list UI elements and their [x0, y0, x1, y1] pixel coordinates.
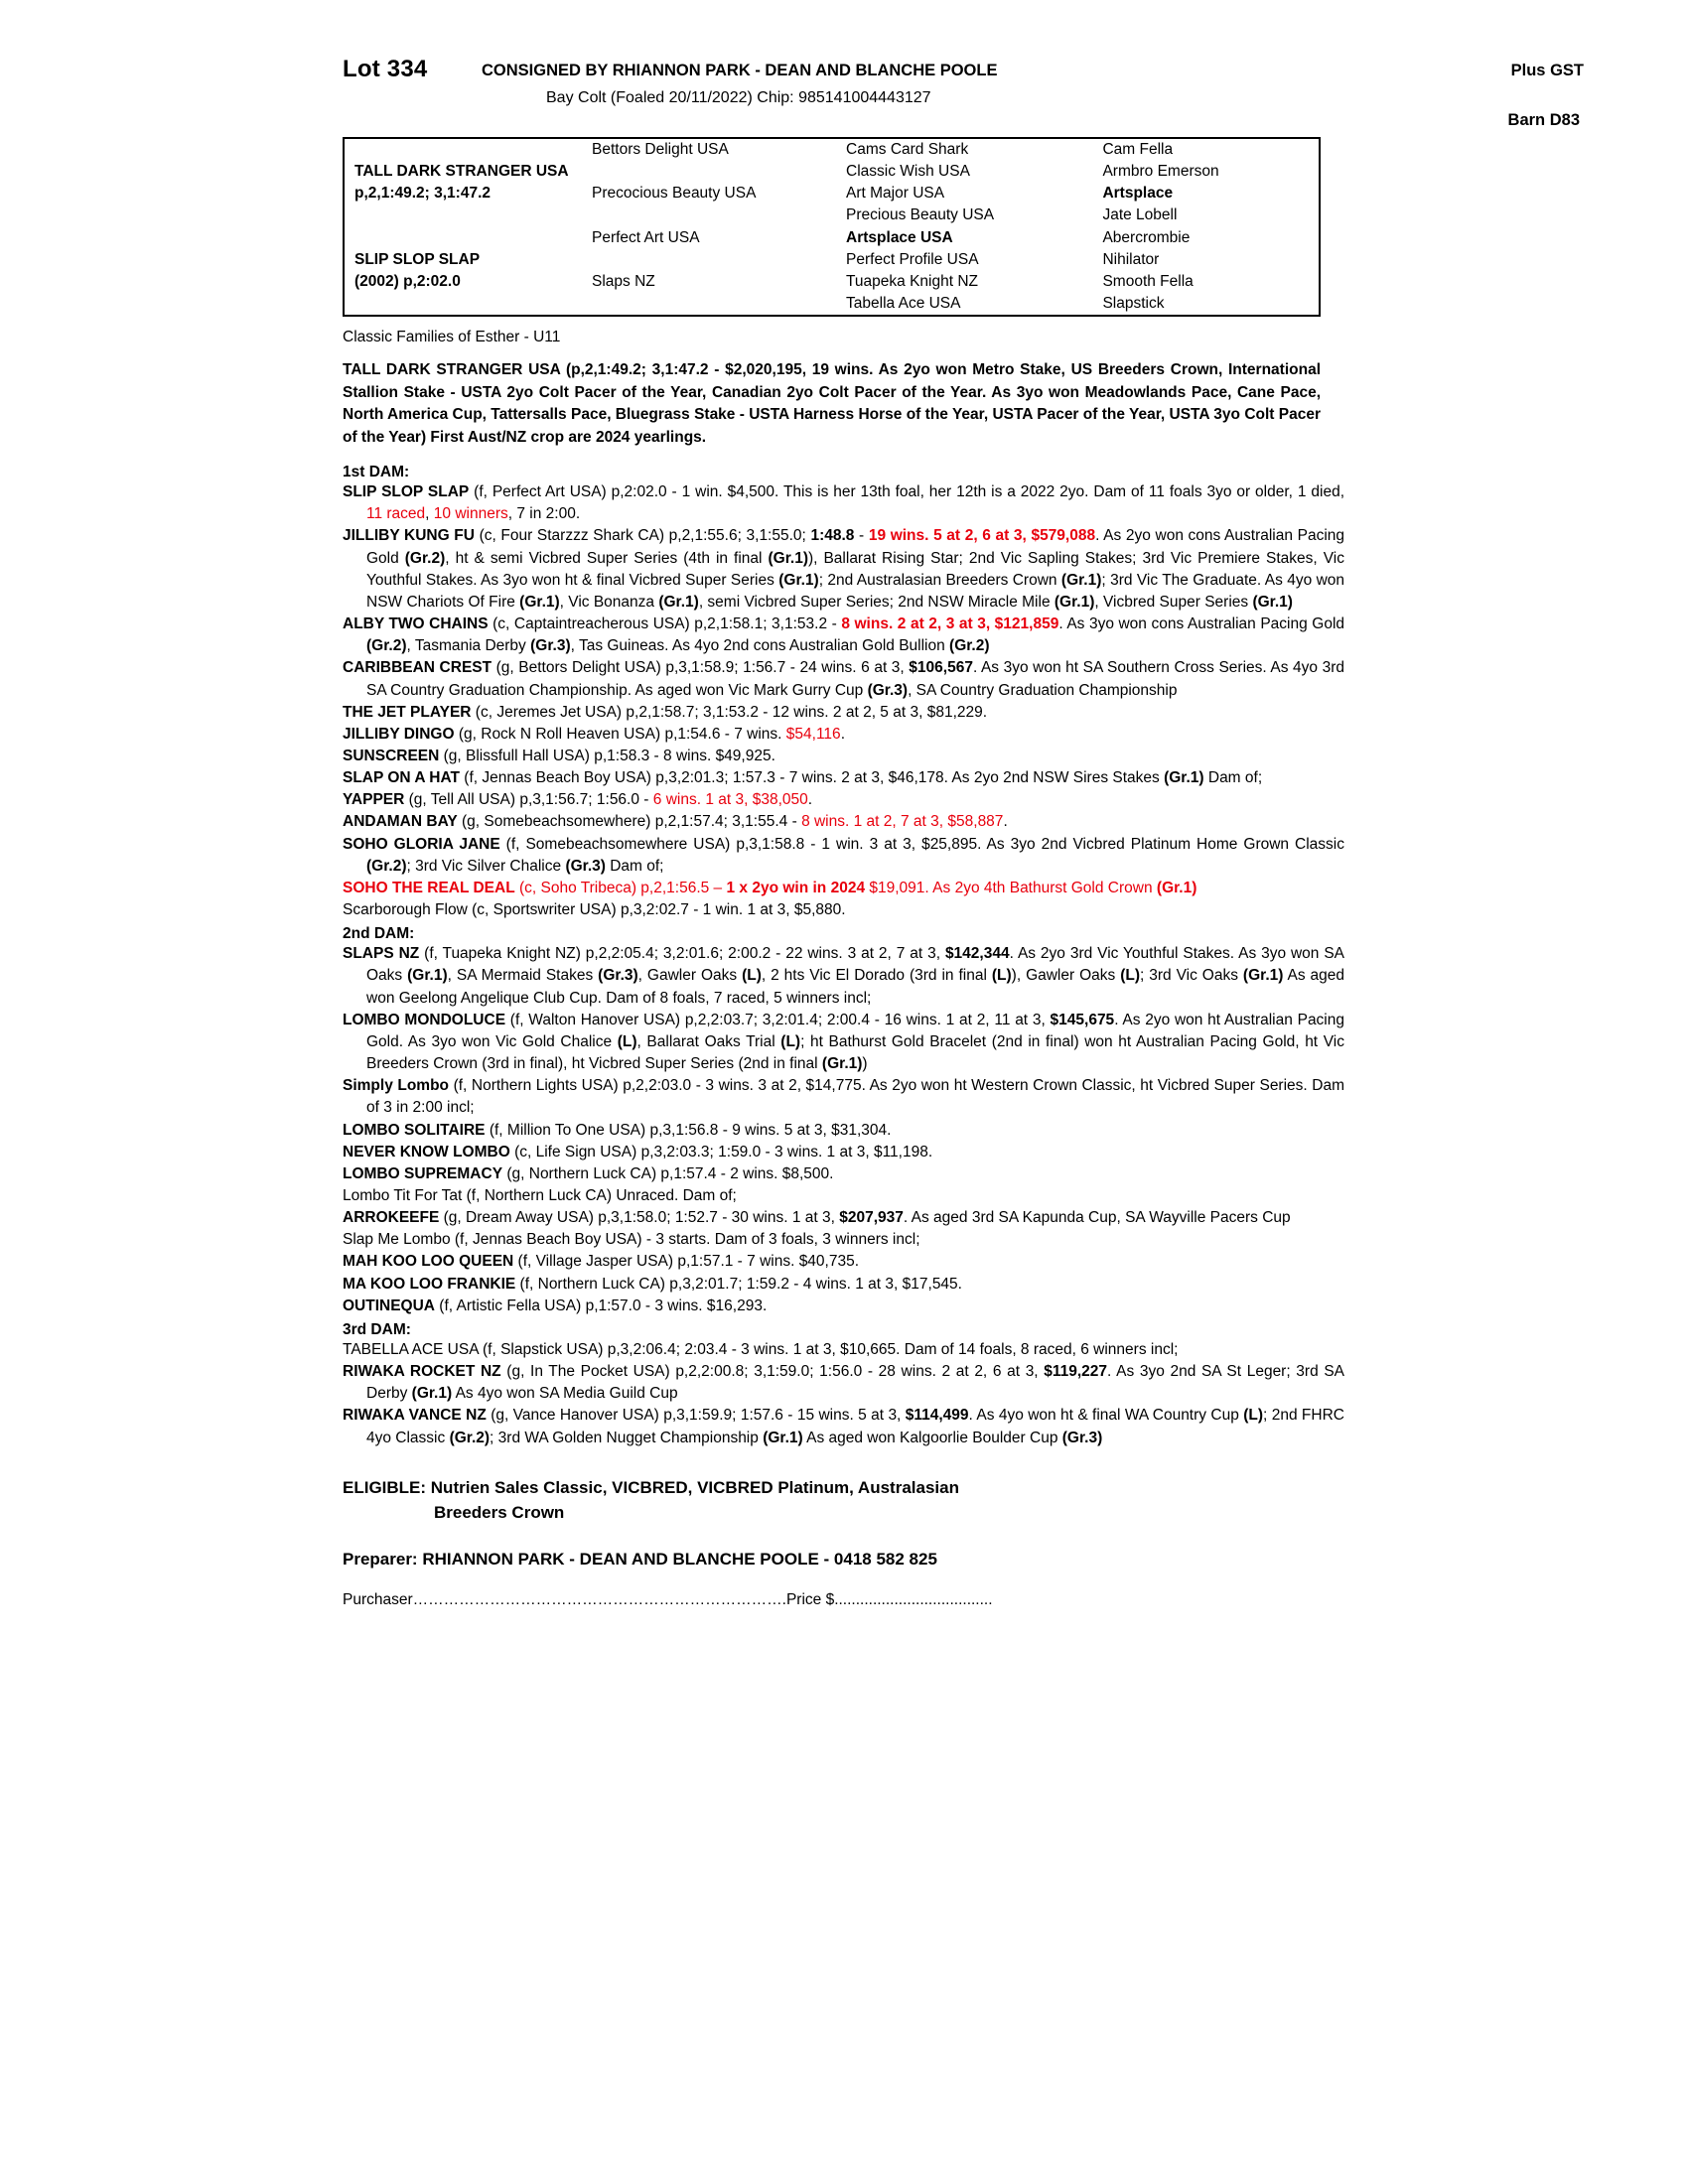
third-dam-entry: TABELLA ACE USA (f, Slapstick USA) p,3,2:06.4; 2:03.4 - 3 wins. 1 at 3, $10,665. Dam of 14 foals, 8 raced, 6 winners incl;	[343, 1340, 1179, 1358]
barn-label: Barn D83	[1507, 111, 1580, 129]
first-dam-entry: SLIP SLOP SLAP (f, Perfect Art USA) p,2:02.0 - 1 win. $4,500. This is her 13th foal, her 12th is a 2022 2yo. Dam of 11 foals 3yo or older, 1 died, 11 raced, 10 winners, 7 in 2:00.	[343, 483, 1344, 523]
sire-blurb: TALL DARK STRANGER USA (p,2,1:49.2; 3,1:47.2 - $2,020,195, 19 wins. As 2yo won Metro Stake, US Breeders Crown, International Stallion Stake - USTA 2yo Colt Pacer of the Year, Canadian 2yo Colt Pacer of the Year. As 3yo won Meadowlands Pace, Cane Pace, North America Cup, Tattersalls Pace, Bluegrass Stake - USTA Harness Horse of the Year, USTA Pacer of the Year, USTA 3yo Colt Pacer of the Year) First Aust/NZ crop are 2024 yearlings.	[343, 361, 1321, 446]
pedigree-spacer	[345, 205, 582, 226]
eligible-continuation: Breeders Crown	[434, 1503, 565, 1523]
pedigree-row	[345, 205, 1319, 226]
pedigree-spacer	[345, 293, 582, 315]
horse-description: Bay Colt (Foaled 20/11/2022) Chip: 985141004443127	[546, 89, 931, 106]
pedigree-gen4: Artsplace	[1102, 185, 1174, 203]
pedigree-table	[343, 137, 1321, 317]
first-dam-heading: 1st DAM:	[343, 464, 410, 481]
pedigree-gen2	[582, 161, 836, 183]
second-dam-entry: NEVER KNOW LOMBO (c, Life Sign USA) p,3,2:03.3; 1:59.0 - 3 wins. 1 at 3, $11,198.	[343, 1143, 933, 1160]
first-dam-entry: ANDAMAN BAY (g, Somebeachsomewhere) p,2,1:57.4; 3,1:55.4 - 8 wins. 1 at 2, 7 at 3, $58,887.	[343, 813, 1008, 831]
second-dam-entry: Lombo Tit For Tat (f, Northern Luck CA) Unraced. Dam of;	[343, 1186, 737, 1204]
dam-name: SLIP SLOP SLAP	[354, 250, 481, 268]
eligible-text: ELIGIBLE: Nutrien Sales Classic, VICBRED, VICBRED Platinum, Australasian	[343, 1477, 959, 1497]
pedigree-gen4: Cam Fella	[1102, 141, 1174, 158]
second-dam-entry: Slap Me Lombo (f, Jennas Beach Boy USA) - 3 starts. Dam of 3 foals, 3 winners incl;	[343, 1231, 920, 1249]
first-dam-entry: Scarborough Flow (c, Sportswriter USA) p,3,2:02.7 - 1 win. 1 at 3, $5,880.	[343, 901, 846, 919]
pedigree-row	[345, 249, 1319, 271]
pedigree-row	[345, 183, 1319, 205]
pedigree-row	[345, 227, 1319, 249]
pedigree-gen3: Classic Wish USA	[846, 163, 970, 181]
second-dam-entry: Simply Lombo (f, Northern Lights USA) p,2,2:03.0 - 3 wins. 3 at 2, $14,775. As 2yo won ht Western Crown Classic, ht Vicbred Super Series. Dam of 3 in 2:00 incl;	[343, 1077, 1344, 1117]
second-dam-block	[343, 943, 1584, 1317]
pedigree-gen4: Smooth Fella	[1102, 272, 1194, 290]
pedigree-spacer	[345, 139, 582, 161]
first-dam-entry: SLAP ON A HAT (f, Jennas Beach Boy USA) p,3,2:01.3; 1:57.3 - 7 wins. 2 at 3, $46,178. As 2yo 2nd NSW Sires Stakes (Gr.1) Dam of;	[343, 769, 1263, 787]
second-dam-entry: SLAPS NZ (f, Tuapeka Knight NZ) p,2,2:05.4; 3,2:01.6; 2:00.2 - 22 wins. 3 at 2, 7 at 3, $142,344. As 2yo 3rd Vic Youthful Stakes. As 3yo won SA Oaks (Gr.1), SA Mermaid Stakes (Gr.3), Gawler Oaks (L), 2 hts Vic El Dorado (3rd in final (L)), Gawler Oaks (L); 3rd Vic Oaks (Gr.1) As aged won Geelong Angelique Club Cup. Dam of 8 foals, 7 raced, 5 winners incl;	[343, 945, 1345, 1007]
purchaser-line: Purchaser……………………………………………………………….Price $.....................................	[343, 1590, 993, 1608]
pedigree-row	[345, 139, 1319, 161]
first-dam-entry: THE JET PLAYER (c, Jeremes Jet USA) p,2,1:58.7; 3,1:53.2 - 12 wins. 2 at 2, 5 at 3, $81,229.	[343, 703, 988, 721]
third-dam-entry: RIWAKA VANCE NZ (g, Vance Hanover USA) p,3,1:59.9; 1:57.6 - 15 wins. 5 at 3, $114,499. As 4yo won ht & final WA Country Cup (L); 2nd FHRC 4yo Classic (Gr.2); 3rd WA Golden Nugget Championship (Gr.1) As aged won Kalgoorlie Boulder Cup (Gr.3)	[343, 1407, 1344, 1446]
second-dam-entry: LOMBO MONDOLUCE (f, Walton Hanover USA) p,2,2:03.7; 3,2:01.4; 2:00.4 - 16 wins. 1 at 2, 11 at 3, $145,675. As 2yo won ht Australian Pacing Gold. As 3yo won Vic Gold Chalice (L), Ballarat Oaks Trial (L); ht Bathurst Gold Bracelet (2nd in final) won ht Australian Pacing Gold, ht Vic Breeders Crown (3rd in final), ht Vicbred Super Series (2nd in final (Gr.1))	[343, 1011, 1344, 1073]
first-dam-entry: SOHO THE REAL DEAL (c, Soho Tribeca) p,2,1:56.5 – 1 x 2yo win in 2024 $19,091. As 2yo 4th Bathurst Gold Crown (Gr.1)	[343, 879, 1197, 896]
pedigree-row	[345, 293, 1319, 315]
first-dam-block	[343, 481, 1584, 921]
second-dam-entry: ARROKEEFE (g, Dream Away USA) p,3,1:58.0; 1:52.7 - 30 wins. 1 at 3, $207,937. As aged 3rd SA Kapunda Cup, SA Wayville Pacers Cup	[343, 1209, 1291, 1227]
pedigree-gen4: Nihilator	[1102, 250, 1160, 268]
pedigree-gen2: Bettors Delight USA	[592, 141, 729, 158]
pedigree-gen4: Abercrombie	[1102, 228, 1191, 246]
first-dam-entry: ALBY TWO CHAINS (c, Captaintreacherous USA) p,2,1:58.1; 3,1:53.2 - 8 wins. 2 at 2, 3 at 3, $121,859. As 3yo won cons Australian Pacing Gold (Gr.2), Tasmania Derby (Gr.3), Tas Guineas. As 4yo 2nd cons Australian Gold Bullion (Gr.2)	[343, 615, 1345, 655]
eligible-line	[343, 1475, 1157, 1526]
pedigree-gen2: Slaps NZ	[592, 272, 655, 290]
second-dam-entry: MAH KOO LOO QUEEN (f, Village Jasper USA) p,1:57.1 - 7 wins. $40,735.	[343, 1253, 860, 1271]
second-dam-entry: MA KOO LOO FRANKIE (f, Northern Luck CA) p,3,2:01.7; 1:59.2 - 4 wins. 1 at 3, $17,545.	[343, 1275, 962, 1293]
first-dam-entry: JILLIBY DINGO (g, Rock N Roll Heaven USA) p,1:54.6 - 7 wins. $54,116.	[343, 725, 845, 743]
first-dam-entry: YAPPER (g, Tell All USA) p,3,1:56.7; 1:56.0 - 6 wins. 1 at 3, $38,050.	[343, 791, 813, 809]
first-dam-entry: JILLIBY KUNG FU (c, Four Starzzz Shark CA) p,2,1:55.6; 3,1:55.0; 1:48.8 - 19 wins. 5 at 2, 6 at 3, $579,088. As 2yo won cons Australian Pacing Gold (Gr.2), ht & semi Vicbred Super Series (4th in final (Gr.1)), Ballarat Rising Star; 2nd Vic Sapling Stakes; 3rd Vic Premiere Stakes, Vic Youthful Stakes. As 3yo won ht & final Vicbred Super Series (Gr.1); 2nd Australasian Breeders Crown (Gr.1); 3rd Vic The Graduate. As 4yo won NSW Chariots Of Fire (Gr.1), Vic Bonanza (Gr.1), semi Vicbred Super Series; 2nd NSW Miracle Mile (Gr.1), Vicbred Super Series (Gr.1)	[343, 527, 1345, 611]
pedigree-gen4: Jate Lobell	[1102, 206, 1178, 224]
third-dam-entry: RIWAKA ROCKET NZ (g, In The Pocket USA) p,2,2:00.8; 3,1:59.0; 1:56.0 - 28 wins. 2 at 2, 6 at 3, $119,227. As 3yo 2nd SA St Leger; 3rd SA Derby (Gr.1) As 4yo won SA Media Guild Cup	[343, 1363, 1344, 1403]
lot-number: Lot 334	[343, 56, 428, 82]
first-dam-entry: CARIBBEAN CREST (g, Bettors Delight USA) p,3,1:58.9; 1:56.7 - 24 wins. 6 at 3, $106,567. As 3yo won ht SA Southern Cross Series. As 4yo 3rd SA Country Graduation Championship. As aged won Vic Mark Gurry Cup (Gr.3), SA Country Graduation Championship	[343, 659, 1344, 699]
pedigree-gen3: Artsplace USA	[846, 228, 953, 246]
pedigree-gen2: Perfect Art USA	[592, 228, 700, 246]
pedigree-gen2	[582, 205, 836, 226]
pedigree-gen2	[582, 249, 836, 271]
classic-families: Classic Families of Esther - U11	[343, 329, 561, 346]
pedigree-gen3: Precious Beauty USA	[846, 206, 995, 224]
third-dam-block	[343, 1339, 1584, 1449]
sire-name: TALL DARK STRANGER USA	[354, 163, 569, 181]
second-dam-heading: 2nd DAM:	[343, 925, 415, 943]
first-dam-entry: SUNSCREEN (g, Blissfull Hall USA) p,1:58.3 - 8 wins. $49,925.	[343, 748, 775, 764]
plus-gst-label: Plus GST	[1510, 62, 1584, 79]
first-dam-entry: SOHO GLORIA JANE (f, Somebeachsomewhere USA) p,3,1:58.8 - 1 win. 3 at 3, $25,895. As 3yo 2nd Vicbred Platinum Home Grown Classic (Gr.2); 3rd Vic Silver Chalice (Gr.3) Dam of;	[343, 835, 1344, 875]
pedigree-gen2: Precocious Beauty USA	[592, 185, 757, 203]
pedigree-spacer	[345, 227, 582, 249]
pedigree-row	[345, 161, 1319, 183]
pedigree-gen3: Tabella Ace USA	[846, 295, 961, 313]
pedigree-gen4: Armbro Emerson	[1102, 163, 1219, 181]
preparer-line: Preparer: RHIANNON PARK - DEAN AND BLANCHE POOLE - 0418 582 825	[343, 1549, 937, 1569]
pedigree-gen4: Slapstick	[1102, 295, 1165, 313]
second-dam-entry: LOMBO SUPREMACY (g, Northern Luck CA) p,1:57.4 - 2 wins. $8,500.	[343, 1164, 834, 1182]
second-dam-entry: LOMBO SOLITAIRE (f, Million To One USA) p,3,1:56.8 - 9 wins. 5 at 3, $31,304.	[343, 1121, 892, 1139]
pedigree-gen3: Perfect Profile USA	[846, 250, 979, 268]
consignor-line: CONSIGNED BY RHIANNON PARK - DEAN AND BLANCHE POOLE	[482, 62, 998, 79]
pedigree-gen3: Cams Card Shark	[846, 141, 969, 158]
sire-record: p,2,1:49.2; 3,1:47.2	[354, 185, 491, 203]
dam-record: (2002) p,2:02.0	[354, 272, 461, 290]
pedigree-gen2	[582, 293, 836, 315]
third-dam-heading: 3rd DAM:	[343, 1320, 411, 1338]
pedigree-gen3: Art Major USA	[846, 185, 945, 203]
second-dam-entry: OUTINEQUA (f, Artistic Fella USA) p,1:57.0 - 3 wins. $16,293.	[343, 1297, 768, 1314]
pedigree-gen3: Tuapeka Knight NZ	[846, 272, 978, 290]
pedigree-row	[345, 271, 1319, 293]
page-header	[343, 40, 1584, 131]
